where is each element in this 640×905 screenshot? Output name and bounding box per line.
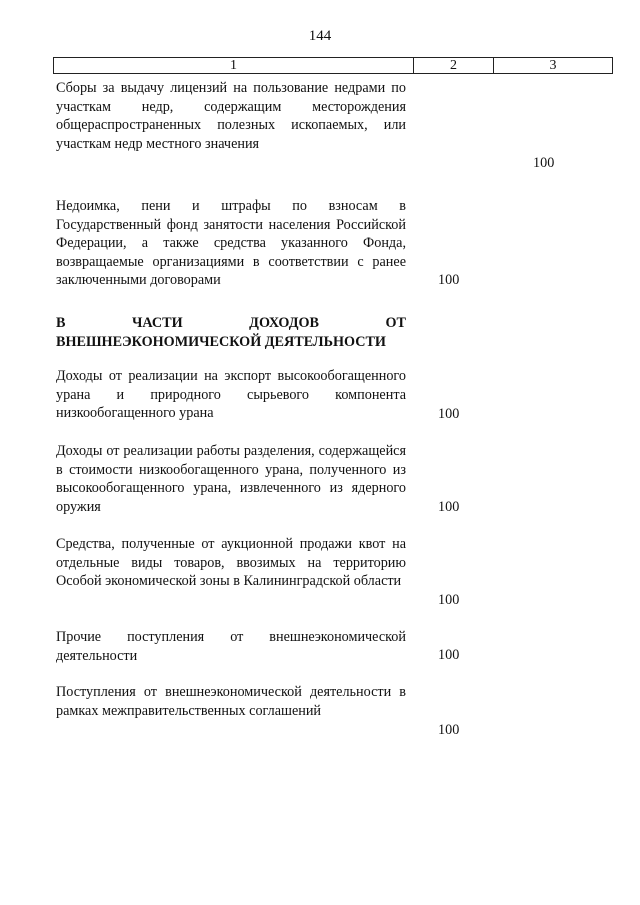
row-2-col2-value: 100 [438,272,460,288]
row-3-description: Доходы от реализации на экспорт высокообогащенного урана и природного сырьевого компонента низкообогащенного урана [56,368,406,421]
row-7-description: Поступления от внешнеэкономической деятельности в рамках межправительственных соглашений [56,684,406,719]
row-1-description: Сборы за выдачу лицензий на пользование недрами по участкам недр, содержащим месторождения общераспространенных полезных ископаемых, или участкам недр местного значения [56,80,406,152]
row-5-description: Средства, полученные от аукционной продажи квот на отдельные виды товаров, ввозимых на территорию Особой экономической зоны в Калининградской области [56,536,406,589]
row-2-description: Недоимка, пени и штрафы по взносам в Государственный фонд занятости населения Российской Федерации, а также средства указанного Фонда, возвращаемые организациями в соответствии с ранее заключенными договорами [56,198,406,288]
row-5-col2-value: 100 [438,592,460,608]
row-4-col2-value: 100 [438,499,460,515]
table-header-row [53,57,613,74]
header-col-1: 1 [54,58,414,73]
row-7-col2-value: 100 [438,722,460,738]
page-number: 144 [308,28,332,44]
row-1-col3-value: 100 [533,155,555,171]
row-3-col2-value: 100 [438,406,460,422]
row-4-description: Доходы от реализации работы разделения, содержащейся в стоимости низкообогащенного урана, полученного из высокообогащенного урана, извлеченного из ядерного оружия [56,443,406,515]
header-col-2: 2 [414,58,494,73]
row-6-col2-value: 100 [438,647,460,663]
section-heading: В ЧАСТИ ДОХОДОВ ОТ ВНЕШНЕЭКОНОМИЧЕСКОЙ ДЕЯТЕЛЬНОСТИ [56,315,406,350]
row-6-description: Прочие поступления от внешнеэкономической деятельности [56,629,406,664]
header-col-3: 3 [549,57,557,73]
